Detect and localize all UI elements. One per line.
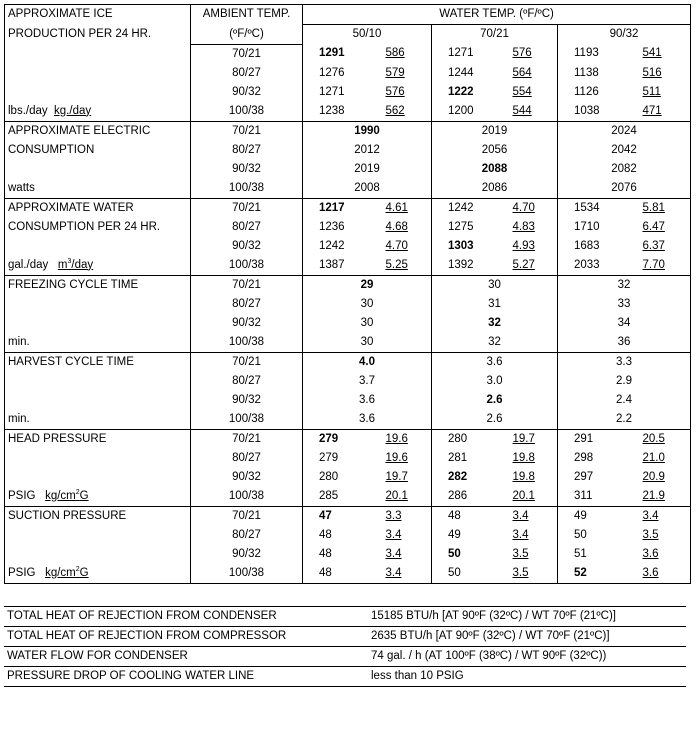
water-gal: 1683 — [558, 237, 625, 256]
ice-lbs: 1276 — [303, 64, 368, 83]
head-psig: 286 — [432, 487, 495, 507]
electric-value: 2086 — [432, 179, 558, 199]
ice-lbs: 1244 — [432, 64, 495, 83]
harvest-value: 3.6 — [303, 391, 432, 410]
water-gal: 2033 — [558, 256, 625, 276]
ice-kg: 511 — [625, 83, 691, 102]
water-temp-header: WATER TEMP. (ºF/ºC) — [303, 5, 691, 25]
ambient-temp: 90/32 — [191, 314, 303, 333]
water-m3: 4.68 — [385, 220, 408, 233]
head-pressure-unit: PSIG $kg/cm^2G$ — [5, 487, 191, 507]
water-temp-50-10: 50/10 — [303, 25, 432, 45]
water-gal: 1387 — [303, 256, 368, 276]
water-m3: 4.83 — [512, 220, 535, 233]
electric-label-2: CONSUMPTION — [5, 141, 191, 160]
suction-kgcm2: 3.4 — [512, 528, 529, 541]
summary-row — [4, 607, 686, 627]
harvest-value: 4.0 — [303, 352, 432, 372]
water-m3: 4.93 — [512, 239, 535, 252]
ice-kg: 576 — [385, 85, 405, 98]
suction-kgcm2: 3.4 — [512, 509, 529, 522]
ambient-temp: 100/38 — [191, 333, 303, 353]
electric-value: 1990 — [303, 121, 432, 141]
suction-psig: 48 — [303, 564, 368, 584]
summary-label: TOTAL HEAT OF REJECTION FROM COMPRESSOR — [4, 627, 368, 647]
electric-value: 2024 — [558, 121, 691, 141]
water-label-1: APPROXIMATE WATER — [5, 198, 191, 218]
water-label-2: CONSUMPTION PER 24 HR. — [5, 218, 191, 237]
water-gal: 1534 — [558, 198, 625, 218]
water-temp-90-32: 90/32 — [558, 25, 691, 45]
ambient-temp: 80/27 — [191, 295, 303, 314]
ambient-temp: 100/38 — [191, 410, 303, 430]
ambient-temp: 70/21 — [191, 429, 303, 449]
head-pressure-label: HEAD PRESSURE — [5, 429, 191, 449]
head-kgcm2: 20.9 — [625, 468, 691, 487]
electric-unit: watts — [5, 179, 191, 199]
head-psig: 298 — [558, 449, 625, 468]
head-kgcm2: 20.5 — [625, 429, 691, 449]
ice-kg: 516 — [625, 64, 691, 83]
ice-kg: 576 — [512, 47, 532, 60]
electric-value: 2076 — [558, 179, 691, 199]
water-gal: 1242 — [303, 237, 368, 256]
head-kgcm2: 21.0 — [625, 449, 691, 468]
ambient-temp: 100/38 — [191, 564, 303, 584]
freezing-value: 33 — [558, 295, 691, 314]
suction-kgcm2: 3.3 — [385, 509, 402, 522]
suction-psig: 49 — [432, 526, 495, 545]
freezing-value: 31 — [432, 295, 558, 314]
freezing-value: 29 — [303, 275, 432, 295]
head-psig: 279 — [303, 449, 368, 468]
ambient-temp-unit: (ºF/ºC) — [191, 25, 303, 45]
freezing-value: 30 — [303, 295, 432, 314]
ice-lbs: 1126 — [558, 83, 625, 102]
ambient-temp: 70/21 — [191, 506, 303, 526]
ambient-temp: 90/32 — [191, 83, 303, 102]
head-kgcm2: 19.8 — [512, 451, 535, 464]
suction-kgcm2: 3.4 — [368, 564, 432, 584]
head-kgcm2: 19.6 — [385, 451, 408, 464]
water-m3: 5.27 — [495, 256, 558, 276]
freezing-value: 30 — [432, 275, 558, 295]
harvest-value: 3.7 — [303, 372, 432, 391]
harvest-unit: min. — [5, 410, 191, 430]
ice-lbs: 1038 — [558, 102, 625, 122]
head-psig: 281 — [432, 449, 495, 468]
ice-kg: 544 — [495, 102, 558, 122]
head-kgcm2: 20.1 — [368, 487, 432, 507]
electric-value: 2012 — [303, 141, 432, 160]
water-m3: 4.70 — [385, 239, 408, 252]
suction-kgcm2: 3.4 — [385, 547, 402, 560]
ambient-temp: 80/27 — [191, 218, 303, 237]
summary-row — [4, 667, 686, 687]
ice-lbs: 1271 — [303, 83, 368, 102]
ice-lbs: 1193 — [558, 44, 625, 64]
water-m3: 5.25 — [368, 256, 432, 276]
ambient-temp: 70/21 — [191, 198, 303, 218]
suction-psig: 50 — [432, 564, 495, 584]
electric-value: 2008 — [303, 179, 432, 199]
summary-value: 74 gal. / h (AT 100ºF (38ºC) / WT 90ºF (32ºC)) — [368, 647, 686, 667]
harvest-value: 2.2 — [558, 410, 691, 430]
harvest-label: HARVEST CYCLE TIME — [5, 352, 191, 372]
ice-kg: 579 — [385, 66, 405, 79]
ice-kg: 541 — [625, 44, 691, 64]
water-m3: 7.70 — [625, 256, 691, 276]
suction-psig: 48 — [303, 526, 368, 545]
freezing-value: 30 — [303, 314, 432, 333]
suction-kgcm2: 3.6 — [625, 564, 691, 584]
freezing-value: 32 — [432, 314, 558, 333]
suction-psig: 52 — [558, 564, 625, 584]
ice-lbs: 1271 — [432, 44, 495, 64]
head-psig: 285 — [303, 487, 368, 507]
harvest-value: 3.3 — [558, 352, 691, 372]
summary-label: PRESSURE DROP OF COOLING WATER LINE — [4, 667, 368, 687]
head-psig: 280 — [432, 429, 495, 449]
freezing-value: 32 — [558, 275, 691, 295]
ambient-temp: 100/38 — [191, 179, 303, 199]
ambient-temp: 90/32 — [191, 237, 303, 256]
water-gal: 1710 — [558, 218, 625, 237]
water-gal: 1217 — [303, 198, 368, 218]
water-unit: gal./day $m^3$/day — [5, 256, 191, 276]
ice-kg: 471 — [625, 102, 691, 122]
ice-kg: 554 — [512, 85, 532, 98]
suction-pressure-unit: PSIG $kg/cm^2G$ — [5, 564, 191, 584]
suction-psig: 50 — [558, 526, 625, 545]
ice-kg: 564 — [512, 66, 532, 79]
freezing-unit: min. — [5, 333, 191, 353]
ice-production-unit: lbs./day kg./day — [5, 102, 191, 122]
performance-table — [4, 4, 691, 584]
water-gal: 1275 — [432, 218, 495, 237]
harvest-value: 2.4 — [558, 391, 691, 410]
suction-kgcm2: 3.5 — [512, 547, 529, 560]
head-psig: 279 — [303, 429, 368, 449]
ambient-temp: 100/38 — [191, 487, 303, 507]
ice-lbs: 1200 — [432, 102, 495, 122]
freezing-value: 36 — [558, 333, 691, 353]
head-kgcm2: 19.8 — [512, 470, 535, 483]
harvest-value: 2.6 — [432, 410, 558, 430]
ambient-temp: 80/27 — [191, 526, 303, 545]
electric-value: 2019 — [432, 121, 558, 141]
ice-lbs: 1138 — [558, 64, 625, 83]
summary-label: TOTAL HEAT OF REJECTION FROM CONDENSER — [4, 607, 368, 627]
head-psig: 311 — [558, 487, 625, 507]
ambient-temp: 70/21 — [191, 275, 303, 295]
ice-lbs: 1222 — [432, 83, 495, 102]
ambient-temp: 100/38 — [191, 102, 303, 122]
harvest-value: 2.9 — [558, 372, 691, 391]
ambient-temp: 100/38 — [191, 256, 303, 276]
summary-table — [4, 606, 686, 687]
ambient-temp: 80/27 — [191, 372, 303, 391]
freezing-value: 32 — [432, 333, 558, 353]
harvest-value: 3.6 — [432, 352, 558, 372]
electric-label-1: APPROXIMATE ELECTRIC — [5, 121, 191, 141]
freezing-value: 34 — [558, 314, 691, 333]
ambient-temp: 80/27 — [191, 64, 303, 83]
water-gal: 1392 — [432, 256, 495, 276]
suction-psig: 47 — [303, 506, 368, 526]
head-kgcm2: 20.1 — [495, 487, 558, 507]
water-m3: 6.47 — [625, 218, 691, 237]
suction-kgcm2: 3.6 — [625, 545, 691, 564]
suction-kgcm2: 3.5 — [495, 564, 558, 584]
water-gal: 1242 — [432, 198, 495, 218]
head-psig: 297 — [558, 468, 625, 487]
ambient-temp: 70/21 — [191, 121, 303, 141]
summary-value: 2635 BTU/h [AT 90ºF (32ºC) / WT 70ºF (21ºC)] — [368, 627, 686, 647]
head-psig: 280 — [303, 468, 368, 487]
harvest-value: 2.6 — [432, 391, 558, 410]
head-psig: 282 — [432, 468, 495, 487]
summary-value: 15185 BTU/h [AT 90ºF (32ºC) / WT 70ºF (21ºC)] — [368, 607, 686, 627]
water-m3: 4.61 — [385, 201, 408, 214]
ambient-temp: 80/27 — [191, 449, 303, 468]
water-gal: 1303 — [432, 237, 495, 256]
water-temp-70-21: 70/21 — [432, 25, 558, 45]
ice-production-label-2: PRODUCTION PER 24 HR. — [5, 25, 191, 45]
head-psig: 291 — [558, 429, 625, 449]
ambient-temp: 90/32 — [191, 545, 303, 564]
summary-row — [4, 647, 686, 667]
water-m3: 4.70 — [512, 201, 535, 214]
suction-psig: 48 — [303, 545, 368, 564]
suction-psig: 50 — [432, 545, 495, 564]
ice-lbs: 1238 — [303, 102, 368, 122]
suction-kgcm2: 3.4 — [385, 528, 402, 541]
ambient-temp: 90/32 — [191, 391, 303, 410]
ambient-temp: 90/32 — [191, 160, 303, 179]
freezing-value: 30 — [303, 333, 432, 353]
summary-label: WATER FLOW FOR CONDENSER — [4, 647, 368, 667]
ambient-temp: 90/32 — [191, 468, 303, 487]
ambient-temp: 70/21 — [191, 352, 303, 372]
water-m3: 6.37 — [625, 237, 691, 256]
suction-pressure-label: SUCTION PRESSURE — [5, 506, 191, 526]
harvest-value: 3.6 — [303, 410, 432, 430]
electric-value: 2042 — [558, 141, 691, 160]
suction-psig: 51 — [558, 545, 625, 564]
electric-value: 2056 — [432, 141, 558, 160]
suction-kgcm2: 3.4 — [625, 506, 691, 526]
ice-kg: 562 — [368, 102, 432, 122]
freezing-label: FREEZING CYCLE TIME — [5, 275, 191, 295]
head-kgcm2: 21.9 — [625, 487, 691, 507]
ice-production-label-1: APPROXIMATE ICE — [5, 5, 191, 25]
electric-value: 2019 — [303, 160, 432, 179]
ambient-temp: 70/21 — [191, 44, 303, 64]
water-m3: 5.81 — [625, 198, 691, 218]
head-kgcm2: 19.7 — [512, 432, 535, 445]
suction-psig: 48 — [432, 506, 495, 526]
ice-kg: 586 — [385, 47, 405, 60]
water-gal: 1236 — [303, 218, 368, 237]
head-kgcm2: 19.7 — [385, 470, 408, 483]
suction-kgcm2: 3.5 — [625, 526, 691, 545]
ambient-temp: 80/27 — [191, 141, 303, 160]
summary-value: less than 10 PSIG — [368, 667, 686, 687]
ice-lbs: 1291 — [303, 44, 368, 64]
head-kgcm2: 19.6 — [385, 432, 408, 445]
suction-psig: 49 — [558, 506, 625, 526]
ambient-temp-header: AMBIENT TEMP. — [191, 5, 303, 25]
electric-value: 2082 — [558, 160, 691, 179]
summary-row — [4, 627, 686, 647]
harvest-value: 3.0 — [432, 372, 558, 391]
electric-value: 2088 — [432, 160, 558, 179]
